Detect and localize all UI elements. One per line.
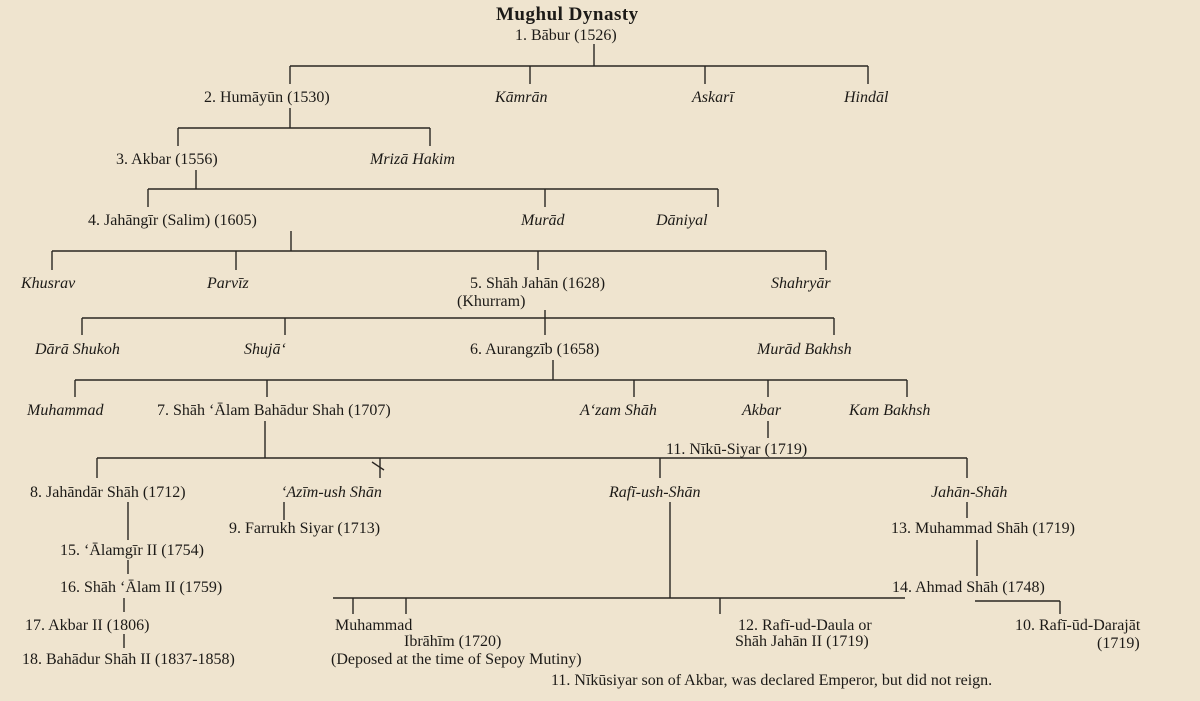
node-dara-shukoh: Dārā Shukoh bbox=[35, 341, 120, 358]
node-akbar-son: Akbar bbox=[742, 402, 782, 419]
node-akbar: 3. Akbar (1556) bbox=[116, 151, 218, 168]
node-shah-jahan: 5. Shāh Jahān (1628) bbox=[470, 275, 606, 292]
node-parviz: Parvīz bbox=[207, 275, 249, 292]
node-mirza-hakim: Mrizā Hakim bbox=[370, 151, 455, 168]
node-shah-alam-ii: 16. Shāh ‘Ālam II (1759) bbox=[60, 579, 223, 596]
node-hindal: Hindāl bbox=[844, 89, 889, 106]
node-rafi-ush-shan: Rafī-ush-Shān bbox=[609, 484, 701, 501]
node-murad-bakhsh: Murād Bakhsh bbox=[757, 341, 852, 358]
node-humayun: 2. Humāyūn (1530) bbox=[204, 89, 330, 106]
node-rafi-ud-daula-line2: Shāh Jahān II (1719) bbox=[735, 633, 869, 650]
node-muhammad-shah: 13. Muhammad Shāh (1719) bbox=[891, 520, 1075, 537]
node-babur: 1. Bābur (1526) bbox=[515, 27, 617, 44]
chart-title: Mughul Dynasty bbox=[496, 4, 639, 25]
node-shuja: Shujā‘ bbox=[244, 341, 286, 358]
node-azim-ush-shan: ‘Azīm-ush Shān bbox=[281, 484, 382, 501]
node-niku-siyar: 11. Nīkū-Siyar (1719) bbox=[666, 441, 808, 458]
node-azam-shah: A‘zam Shāh bbox=[580, 402, 657, 419]
node-kam-bakhsh: Kam Bakhsh bbox=[849, 402, 931, 419]
node-shah-alam: 7. Shāh ‘Ālam Bahādur Shah (1707) bbox=[157, 402, 391, 419]
node-askari: Askarī bbox=[692, 89, 734, 106]
node-muhammad-ibrahim-line2: Ibrāhīm (1720) bbox=[404, 633, 502, 650]
node-alamgir-ii: 15. ‘Ālamgīr II (1754) bbox=[60, 542, 204, 559]
node-shahryar: Shahryār bbox=[771, 275, 831, 292]
node-rafi-ud-daula-line1: 12. Rafī-ud-Daula or bbox=[738, 617, 872, 634]
node-farrukh-siyar: 9. Farrukh Siyar (1713) bbox=[229, 520, 381, 537]
node-rafi-ud-darajat-line1: 10. Rafī-ūd-Darajāt bbox=[1015, 617, 1141, 634]
node-khusrav: Khusrav bbox=[21, 275, 76, 292]
node-muhammad-ibrahim-line1: Muhammad bbox=[335, 617, 413, 634]
node-murad: Murād bbox=[521, 212, 565, 229]
node-jahan-shah: Jahān-Shāh bbox=[931, 484, 1008, 501]
node-jahangir: 4. Jahāngīr (Salim) (1605) bbox=[88, 212, 257, 229]
node-rafi-ud-darajat-line2: (1719) bbox=[1097, 635, 1140, 652]
node-aurangzib: 6. Aurangzīb (1658) bbox=[470, 341, 600, 358]
footnote: 11. Nīkūsiyar son of Akbar, was declared Emperor, but did not reign. bbox=[551, 672, 993, 689]
deposed-note: (Deposed at the time of Sepoy Mutiny) bbox=[331, 651, 582, 668]
node-bahadur-shah-ii: 18. Bahādur Shāh II (1837-1858) bbox=[22, 651, 235, 668]
node-akbar-ii: 17. Akbar II (1806) bbox=[25, 617, 150, 634]
node-muhammad: Muhammad bbox=[27, 402, 104, 419]
node-khurram: (Khurram) bbox=[457, 293, 526, 310]
node-ahmad-shah: 14. Ahmad Shāh (1748) bbox=[892, 579, 1045, 596]
node-daniyal: Dāniyal bbox=[656, 212, 708, 229]
node-jahandar-shah: 8. Jahāndār Shāh (1712) bbox=[30, 484, 186, 501]
node-kamran: Kāmrān bbox=[495, 89, 548, 106]
